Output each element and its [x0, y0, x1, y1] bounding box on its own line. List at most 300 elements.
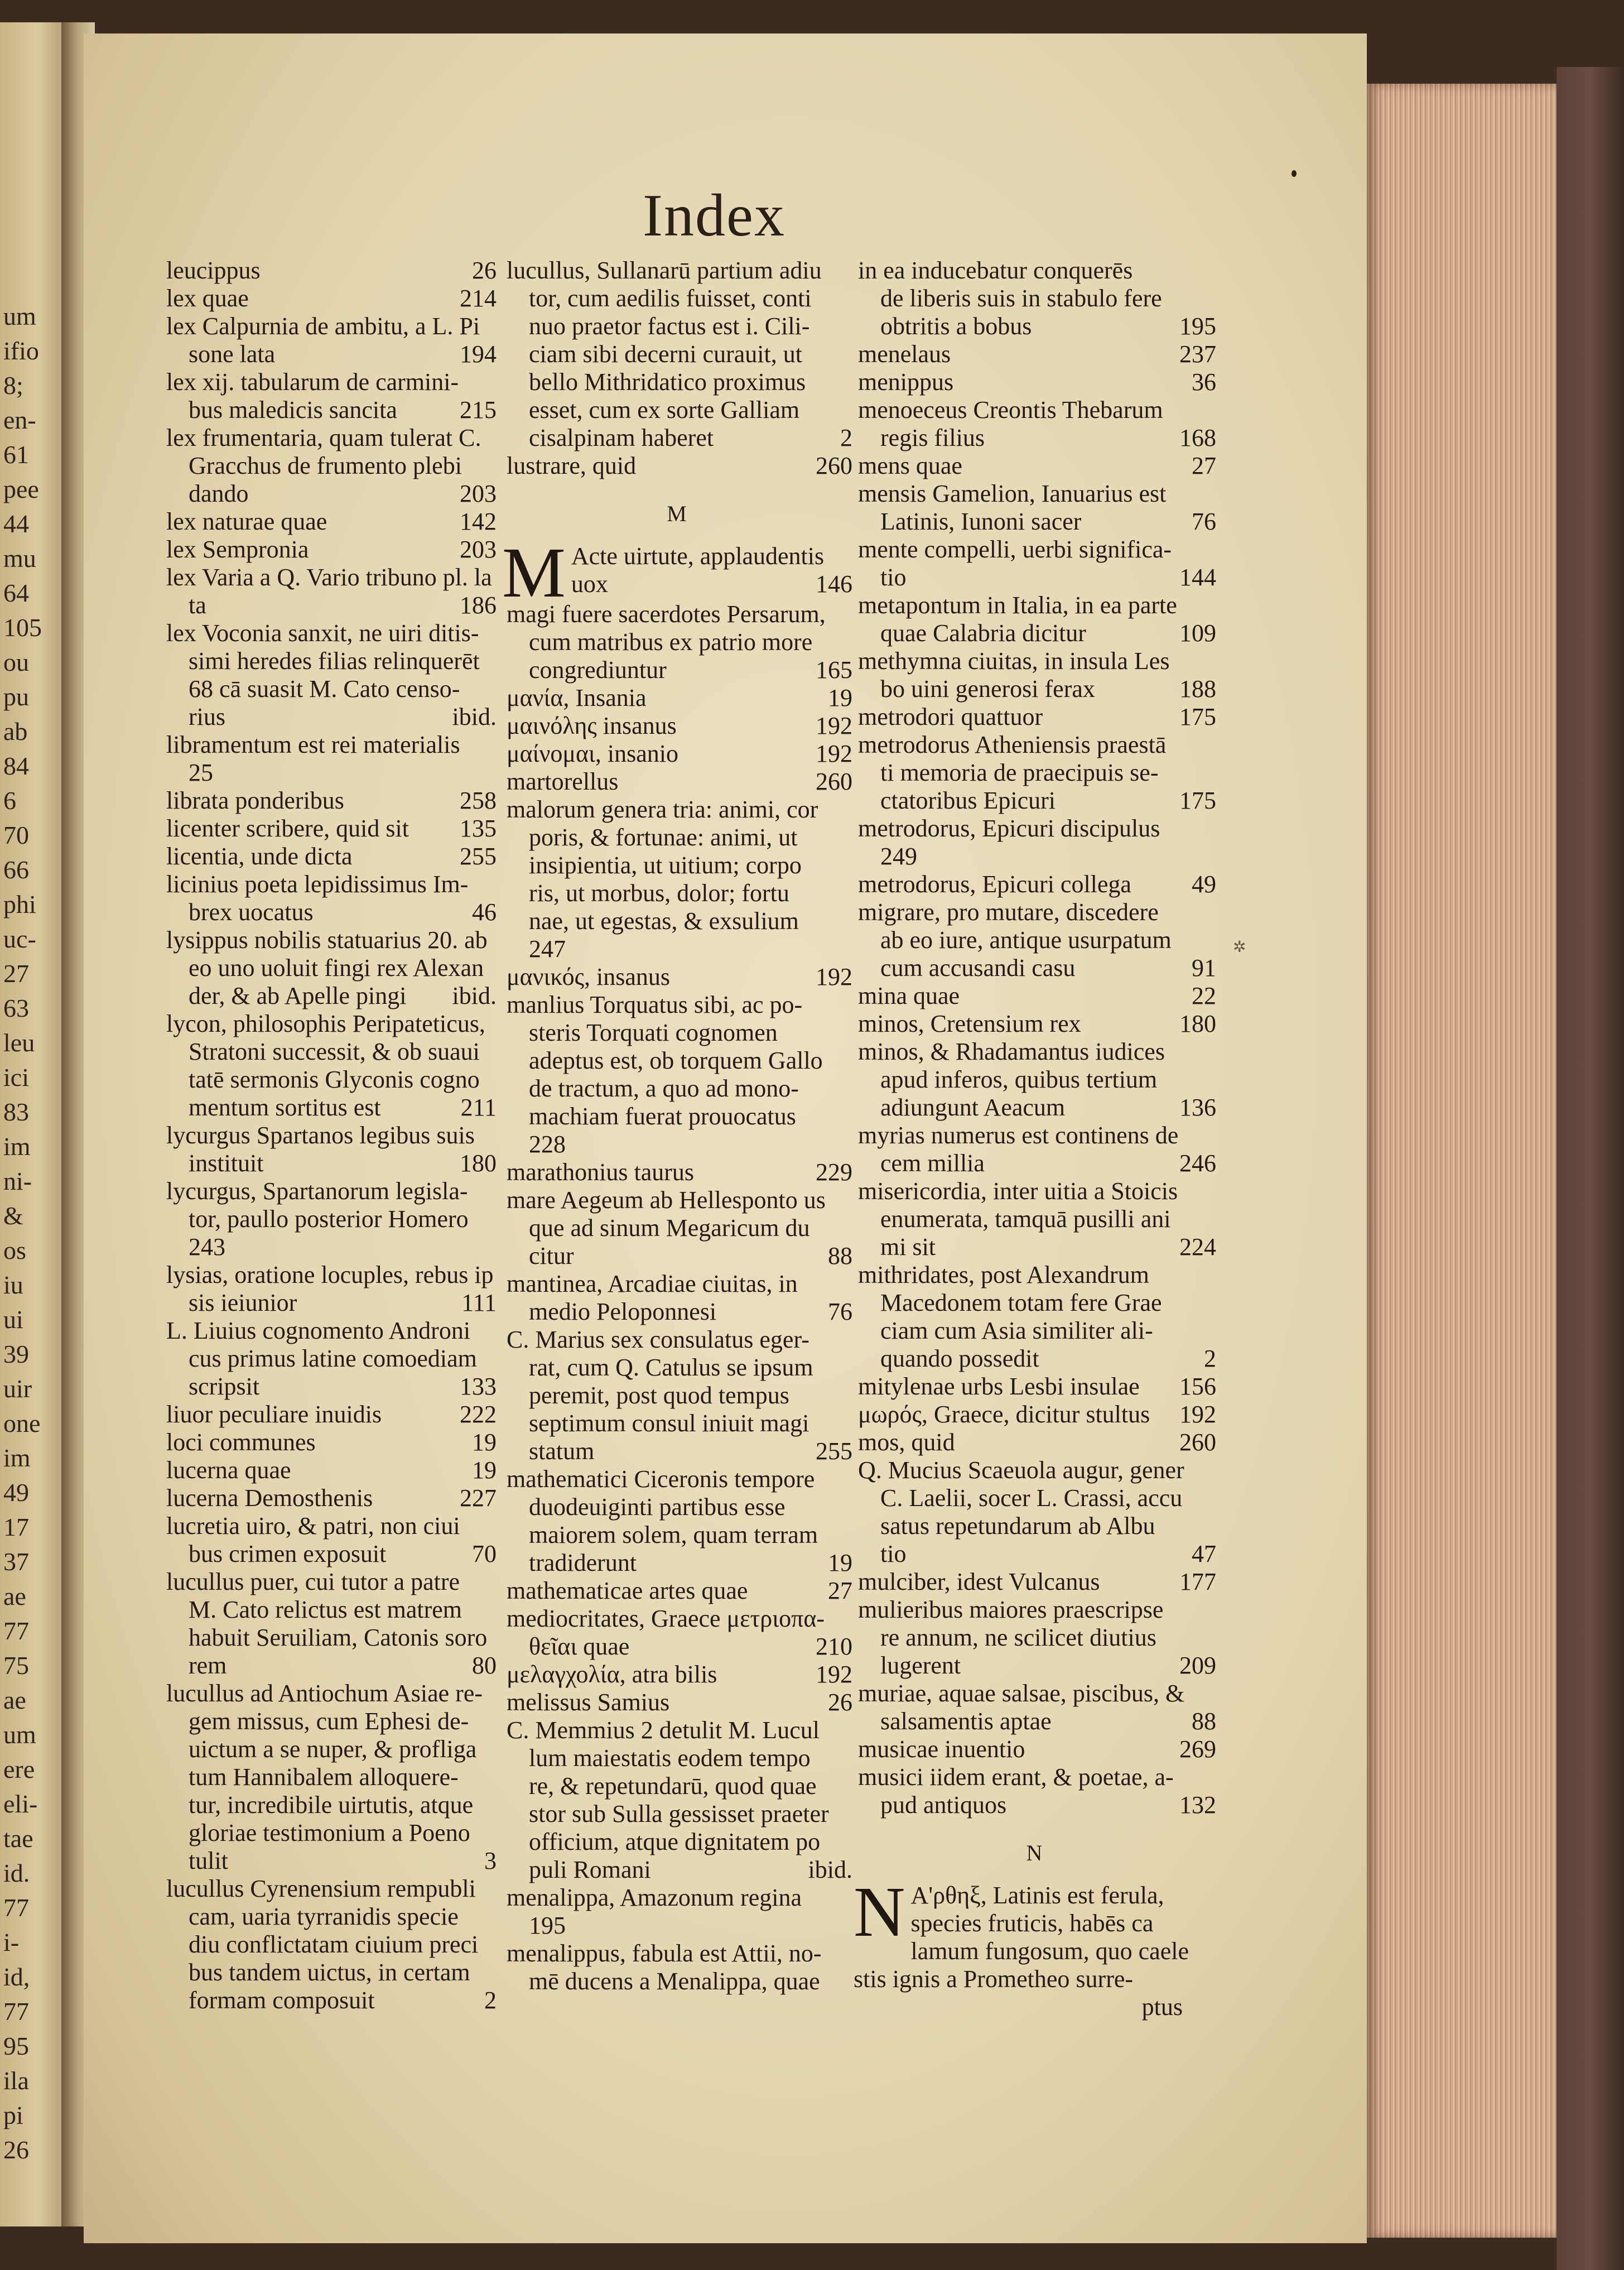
entry-continuation	[166, 1819, 497, 1847]
entry-page-ref: 194	[460, 340, 497, 368]
entry-continuation	[166, 1652, 497, 1680]
entry-continuation-text: ta	[189, 591, 206, 619]
index-entry	[502, 740, 852, 768]
entry-continuation	[507, 628, 852, 656]
entry-continuation	[166, 340, 497, 368]
left-page-fragment: leu	[3, 1028, 35, 1057]
index-entry	[162, 1512, 497, 1568]
entry-continuation-text: instituit	[189, 1150, 264, 1177]
entry-continuation-text: congrediuntur	[529, 656, 667, 684]
entry-page-ref: 260	[816, 768, 852, 795]
entry-continuation	[166, 898, 497, 926]
entry-continuation-text: Gracchus de frumento plebi	[189, 452, 462, 479]
entry-continuation-text: re annum, ne scilicet diutius	[880, 1624, 1156, 1651]
left-page-fragment: 63	[3, 994, 29, 1022]
entry-continuation-text: rat, cum Q. Catulus se ipsum	[529, 1354, 813, 1381]
entry-continuation	[166, 1205, 497, 1233]
left-page-fragment: pee	[3, 475, 39, 503]
entry-term: muriae, aquae salsae, piscibus, &	[858, 1680, 1185, 1707]
left-page-fragment: 61	[3, 440, 29, 469]
left-page-fragment: ni-	[3, 1167, 32, 1195]
entry-continuation-text: mi sit	[880, 1233, 936, 1261]
entry-continuation-text: de liberis suis in stabulo fere	[880, 285, 1162, 312]
n-lead-line-1: Α'ρθηξ, Latinis est ferula,	[910, 1882, 1164, 1909]
index-entry	[854, 1038, 1216, 1122]
index-entry	[162, 1875, 497, 2014]
index-entry	[502, 684, 852, 712]
entry-term: lysippus nobilis statuarius 20. ab	[166, 926, 488, 954]
left-page-fragment: um	[3, 1720, 36, 1749]
entry-continuation-text: ctatoribus Epicuri	[880, 787, 1056, 814]
entry-term: lucullus, Sullanarū partium adiu	[507, 257, 822, 284]
entry-page-ref: 19	[472, 1429, 497, 1456]
entry-continuation	[507, 1382, 852, 1410]
entry-term: lex naturae quae	[166, 508, 327, 535]
left-page-fragment: 26	[3, 2136, 29, 2164]
entry-continuation	[166, 703, 497, 731]
entry-continuation	[507, 1047, 852, 1075]
entry-continuation	[166, 1987, 497, 2014]
page-edges	[1367, 84, 1556, 2238]
column-3-m-entries	[854, 257, 1216, 1819]
entry-page-ref: 195	[1179, 312, 1216, 340]
entry-term: lysias, oratione locuples, rebus ip	[166, 1261, 494, 1288]
left-page-fragment: pu	[3, 682, 29, 711]
entry-page-ref: 192	[816, 963, 852, 990]
entry-continuation	[166, 452, 497, 480]
entry-term: methymna ciuitas, in insula Les	[858, 647, 1170, 675]
running-head: Index	[643, 182, 786, 249]
entry-page-ref: 177	[1179, 1568, 1216, 1595]
entry-term: lex Sempronia	[166, 536, 309, 563]
entry-term: mantinea, Arcadiae ciuitas, in	[507, 1270, 798, 1297]
entry-continuation-text: 243	[189, 1233, 225, 1261]
entry-page-ref: 165	[816, 656, 852, 684]
index-entry	[162, 871, 497, 926]
entry-continuation-text: medio Peloponnesi	[529, 1298, 717, 1325]
entry-continuation-text: cum matribus ex patrio more	[529, 628, 813, 656]
entry-term: misericordia, inter uitia a Stoicis	[858, 1177, 1178, 1205]
entry-continuation	[858, 508, 1216, 536]
entry-page-ref: 47	[1192, 1540, 1216, 1567]
left-page-fragment: id,	[3, 1963, 30, 1991]
entry-page-ref: 3	[484, 1847, 497, 1874]
entry-page-ref: ibid.	[452, 703, 497, 730]
index-entry	[502, 1465, 852, 1577]
entry-page-ref: 209	[1179, 1652, 1216, 1679]
entry-page-ref: 109	[1179, 619, 1216, 647]
entry-continuation-text: machiam fuerat prouocatus	[529, 1103, 796, 1130]
entry-continuation	[507, 656, 852, 684]
entry-page-ref: 192	[816, 1661, 852, 1688]
left-page-fragment: 39	[3, 1340, 29, 1368]
entry-page-ref: 203	[460, 536, 497, 563]
index-entry	[854, 731, 1216, 815]
index-entry	[502, 452, 852, 480]
entry-continuation-text: nae, ut egestas, & exsulium	[529, 907, 799, 935]
left-page-fragment: 95	[3, 2032, 29, 2060]
entry-term: menippus	[858, 368, 954, 396]
entry-continuation-text: tor, cum aedilis fuisset, conti	[529, 285, 812, 312]
entry-term: lucretia uiro, & patri, non ciui	[166, 1512, 460, 1540]
entry-term: malorum genera tria: animi, cor	[507, 796, 818, 823]
left-page-fragment: uir	[3, 1374, 32, 1403]
index-entry	[854, 257, 1216, 340]
entry-continuation	[507, 1744, 852, 1772]
entry-continuation	[858, 926, 1216, 954]
entry-continuation-text: rius	[189, 703, 225, 730]
entry-term: mathematici Ciceronis tempore	[507, 1465, 815, 1493]
entry-page-ref: 91	[1192, 954, 1216, 982]
index-entry	[854, 1568, 1216, 1596]
left-page-fragment: 37	[3, 1547, 29, 1576]
index-entry	[854, 1010, 1216, 1038]
entry-continuation-text: tulit	[189, 1847, 228, 1874]
entry-continuation-text: duodeuiginti partibus esse	[529, 1493, 786, 1521]
entry-continuation	[166, 759, 497, 787]
index-entry	[854, 1261, 1216, 1373]
entry-continuation	[507, 1549, 852, 1577]
index-entry	[502, 1716, 852, 1884]
index-entry	[162, 1177, 497, 1261]
entry-continuation	[166, 1233, 497, 1261]
entry-continuation-text: regis filius	[880, 424, 985, 451]
entry-continuation	[858, 1289, 1216, 1317]
entry-page-ref: 88	[828, 1242, 852, 1269]
entry-term: lucerna Demosthenis	[166, 1484, 373, 1512]
left-page-fragment: uc-	[3, 925, 36, 953]
entry-continuation-text: bus tandem uictus, in certam	[189, 1959, 470, 1986]
entry-continuation	[858, 619, 1216, 647]
entry-page-ref: 46	[472, 898, 497, 926]
entry-continuation	[507, 852, 852, 879]
entry-page-ref: 192	[816, 740, 852, 767]
n-lead-line-3: lamum fungosum, quo caele	[910, 1937, 1189, 1965]
entry-continuation	[858, 1652, 1216, 1680]
entry-continuation-text: cem millia	[880, 1150, 985, 1177]
entry-continuation	[166, 647, 497, 675]
index-entry	[854, 1122, 1216, 1177]
entry-continuation-text: insipientia, ut uitium; corpo	[529, 852, 802, 879]
entry-continuation	[507, 1437, 852, 1465]
entry-page-ref: 2	[840, 424, 852, 451]
entry-continuation-text: formam composuit	[189, 1987, 375, 2014]
left-page-fragment: mu	[3, 544, 36, 573]
entry-page-ref: 136	[1179, 1094, 1216, 1121]
entry-continuation	[166, 1708, 497, 1735]
entry-page-ref: 258	[460, 787, 497, 814]
entry-page-ref: 203	[460, 480, 497, 507]
entry-term: mulieribus maiores praescripse	[858, 1596, 1164, 1623]
entry-continuation-text: septimum consul iniuit magi	[529, 1410, 809, 1437]
entry-page-ref: 2	[484, 1987, 497, 2014]
entry-term: librata ponderibus	[166, 787, 344, 814]
index-entry	[854, 1763, 1216, 1819]
index-column-1	[162, 257, 497, 2014]
entry-continuation	[507, 1075, 852, 1103]
entry-continuation	[858, 424, 1216, 452]
entry-continuation	[507, 1828, 852, 1856]
entry-continuation-text: tum Hannibalem alloquere-	[189, 1763, 459, 1791]
entry-page-ref: 76	[828, 1298, 852, 1325]
entry-continuation	[507, 312, 852, 340]
index-entry	[854, 982, 1216, 1010]
index-column-2	[502, 257, 852, 1995]
left-page-fragment: os	[3, 1236, 26, 1264]
entry-page-ref: 88	[1192, 1708, 1216, 1735]
index-entry	[162, 285, 497, 312]
entry-continuation-text: diu conflictatam ciuium preci	[189, 1931, 479, 1958]
entry-continuation-text: ris, ut morbus, dolor; fortu	[529, 879, 789, 907]
index-entry	[502, 257, 852, 452]
left-page-fragment: iu	[3, 1271, 23, 1299]
entry-page-ref: 229	[816, 1158, 852, 1186]
entry-page-ref: 260	[1179, 1429, 1216, 1456]
index-entry	[502, 600, 852, 684]
entry-term: lucerna quae	[166, 1456, 291, 1484]
index-entry	[162, 368, 497, 424]
index-entry	[854, 1177, 1216, 1261]
entry-continuation-text: enumerata, tamquā pusilli ani	[880, 1205, 1171, 1233]
entry-term: μαινόλης insanus	[507, 712, 677, 739]
entry-continuation-text: habuit Seruiliam, Catonis soro	[189, 1624, 488, 1651]
entry-continuation-text: ab eo iure, antique usurpatum	[880, 926, 1172, 954]
entry-term: menelaus	[858, 340, 951, 368]
entry-continuation	[507, 1633, 852, 1661]
entry-continuation-text: esset, cum ex sorte Galliam	[529, 396, 800, 424]
left-page-fragment: im	[3, 1444, 31, 1472]
entry-continuation-text: cum accusandi casu	[880, 954, 1076, 982]
index-entry	[854, 1373, 1216, 1401]
entry-continuation-text: ti memoria de praecipuis se-	[880, 759, 1159, 786]
entry-page-ref: 215	[460, 396, 497, 424]
index-entry	[502, 1186, 852, 1270]
entry-continuation-text: simi heredes filias relinquerēt	[189, 647, 480, 675]
entry-continuation-text: pud antiquos	[880, 1791, 1007, 1819]
entry-page-ref: 214	[460, 285, 497, 312]
entry-term: lustrare, quid	[507, 452, 637, 479]
index-column-3	[854, 257, 1216, 2021]
entry-term: marathonius taurus	[507, 1158, 695, 1186]
index-entry	[854, 1429, 1216, 1456]
index-entry	[162, 257, 497, 285]
entry-term: menalippus, fabula est Attii, no-	[507, 1940, 822, 1967]
n-lead-line-5: ptus	[1141, 1993, 1183, 2021]
entry-page-ref: 144	[1179, 564, 1216, 591]
column-2-top-entries	[502, 257, 852, 480]
entry-page-ref: 192	[816, 712, 852, 739]
index-entry	[162, 312, 497, 368]
entry-continuation	[858, 1205, 1216, 1233]
drop-cap-m: M	[502, 533, 566, 612]
entry-page-ref: 76	[1192, 508, 1216, 535]
entry-continuation	[507, 1800, 852, 1828]
entry-page-ref: 26	[828, 1689, 852, 1716]
index-entry	[162, 843, 497, 871]
left-page-fragment: 66	[3, 855, 29, 884]
index-entry	[854, 480, 1216, 536]
entry-term: lex Voconia sanxit, ne uiri ditis-	[166, 619, 479, 647]
entry-continuation	[858, 1233, 1216, 1261]
entry-continuation	[166, 1596, 497, 1624]
left-page-fragment: i-	[3, 1928, 20, 1956]
entry-term: menoeceus Creontis Thebarum	[858, 396, 1163, 424]
left-page-fragment: ou	[3, 648, 29, 676]
index-entry	[502, 1605, 852, 1661]
m-lead-line-1: Acte uirtute, applaudentis	[571, 542, 825, 570]
entry-continuation-text: uictum a se nuper, & profliga	[189, 1735, 477, 1763]
entry-continuation-text: quae Calabria dicitur	[880, 619, 1086, 647]
entry-continuation	[166, 1959, 497, 1987]
entry-continuation-text: nuo praetor factus est i. Cili-	[529, 312, 810, 340]
entry-continuation	[507, 340, 852, 368]
entry-continuation-text: citur	[529, 1242, 574, 1269]
section-letter-n: N	[1026, 1840, 1044, 1865]
left-page-fragment: 105	[3, 613, 42, 642]
entry-page-ref: 133	[460, 1373, 497, 1400]
entry-continuation	[507, 935, 852, 963]
entry-term: licentia, unde dicta	[166, 843, 353, 870]
entry-continuation-text: lum maiestatis eodem tempo	[529, 1744, 811, 1772]
entry-term: mitylenae urbs Lesbi insulae	[858, 1373, 1140, 1400]
entry-term: lucullus Cyrenensium rempubli	[166, 1875, 476, 1902]
m-lead-line-2-text: uox	[571, 570, 608, 598]
entry-page-ref: 192	[1179, 1401, 1216, 1428]
index-entry	[162, 1401, 497, 1429]
index-entry	[162, 815, 497, 843]
entry-continuation	[507, 1912, 852, 1940]
entry-page-ref: 80	[472, 1652, 497, 1679]
entry-continuation-text: re, & repetundarū, quod quae	[529, 1772, 817, 1800]
entry-term: martorellus	[507, 768, 619, 795]
entry-term: musici iidem erant, & poetae, a-	[858, 1763, 1174, 1791]
entry-page-ref: 168	[1179, 424, 1216, 451]
column-2-m-entries	[502, 600, 852, 1995]
entry-continuation-text: rem	[189, 1652, 227, 1679]
entry-continuation	[166, 480, 497, 508]
entry-term: μαίνομαι, insanio	[507, 740, 678, 767]
left-page-fragment: im	[3, 1132, 31, 1161]
entry-continuation	[166, 1373, 497, 1401]
entry-page-ref: 211	[460, 1094, 497, 1121]
entry-page-ref: 175	[1179, 787, 1216, 814]
index-entry	[162, 619, 497, 731]
entry-continuation	[166, 1345, 497, 1373]
entry-term: manlius Torquatus sibi, ac po-	[507, 991, 803, 1018]
entry-page-ref: 36	[1192, 368, 1216, 396]
entry-term: lycon, philosophis Peripateticus,	[166, 1010, 485, 1037]
entry-continuation-text: apud inferos, quibus tertium	[880, 1066, 1158, 1093]
entry-continuation-text: peremit, post quod tempus	[529, 1382, 789, 1409]
entry-term: metrodori quattuor	[858, 703, 1043, 730]
entry-continuation-text: 25	[189, 759, 213, 786]
entry-term: migrare, pro mutare, discedere	[858, 898, 1159, 926]
entry-continuation	[166, 954, 497, 982]
entry-page-ref: 156	[1179, 1373, 1216, 1400]
left-page-fragment: one	[3, 1409, 41, 1437]
entry-term: myrias numerus est continens de	[858, 1122, 1179, 1149]
entry-page-ref: 70	[472, 1540, 497, 1567]
entry-continuation	[858, 954, 1216, 982]
entry-term: licenter scribere, quid sit	[166, 815, 409, 842]
index-entry	[162, 1261, 497, 1317]
index-entry	[162, 1680, 497, 1875]
index-entry	[854, 898, 1216, 982]
entry-continuation	[858, 1066, 1216, 1094]
m-lead-entry	[502, 533, 852, 612]
index-page	[84, 33, 1367, 2243]
entry-continuation	[858, 1317, 1216, 1345]
entry-page-ref: 27	[828, 1577, 852, 1604]
entry-continuation	[166, 1038, 497, 1066]
index-entry	[162, 424, 497, 508]
index-entry	[502, 1270, 852, 1326]
index-entry	[162, 1317, 497, 1401]
entry-page-ref: 246	[1179, 1150, 1216, 1177]
entry-page-ref: 188	[1179, 675, 1216, 703]
entry-continuation	[166, 1763, 497, 1791]
entry-term: musicae inuentio	[858, 1735, 1025, 1763]
entry-continuation	[507, 396, 852, 424]
index-entry	[162, 1568, 497, 1680]
entry-continuation-text: 68 cā suasit M. Cato censo-	[189, 675, 460, 703]
entry-page-ref: 186	[460, 591, 497, 619]
index-entry	[854, 368, 1216, 396]
n-lead-line-4: stis ignis a Prometheo surre-	[854, 1965, 1134, 1993]
entry-continuation	[166, 1066, 497, 1094]
entry-page-ref: 19	[472, 1456, 497, 1484]
index-entry	[162, 1484, 497, 1512]
entry-term: L. Liuius cognomento Androni	[166, 1317, 471, 1344]
index-entry	[854, 1735, 1216, 1763]
entry-continuation	[507, 285, 852, 312]
left-page-fragment: um	[3, 302, 36, 330]
entry-term: mathematicae artes quae	[507, 1577, 748, 1604]
entry-continuation	[507, 368, 852, 396]
entry-continuation-text: Stratoni successit, & ob suaui	[189, 1038, 480, 1065]
entry-page-ref: 227	[460, 1484, 497, 1512]
index-entry	[162, 508, 497, 536]
entry-page-ref: 255	[460, 843, 497, 870]
entry-continuation	[858, 1708, 1216, 1735]
entry-page-ref: 27	[1192, 452, 1216, 479]
entry-page-ref: 22	[1192, 982, 1216, 1009]
section-letter-m: M	[667, 501, 688, 526]
index-entry	[502, 1940, 852, 1995]
entry-continuation-text: der, & ab Apelle pingi	[189, 982, 407, 1009]
entry-continuation-text: tatē sermonis Glyconis cogno	[189, 1066, 480, 1093]
entry-term: minos, Cretensium rex	[858, 1010, 1081, 1037]
entry-continuation-text: bello Mithridatico proximus	[529, 368, 806, 396]
left-page-fragment: ici	[3, 1063, 29, 1091]
entry-continuation	[507, 824, 852, 852]
index-entry	[502, 963, 852, 991]
entry-page-ref: 19	[828, 684, 852, 711]
entry-continuation	[166, 396, 497, 424]
entry-continuation-text: adeptus est, ob torquem Gallo	[529, 1047, 823, 1074]
entry-continuation	[166, 982, 497, 1010]
entry-continuation-text: satus repetundarum ab Albu	[880, 1512, 1155, 1540]
left-page-fragment: 77	[3, 1893, 29, 1922]
index-entry	[854, 1596, 1216, 1680]
entry-continuation	[507, 907, 852, 935]
left-page-fragment: ila	[3, 2066, 29, 2095]
entry-page-ref: 180	[1179, 1010, 1216, 1037]
entry-continuation	[858, 1512, 1216, 1540]
entry-term: mina quae	[858, 982, 960, 1009]
left-page-fragment: 49	[3, 1478, 29, 1507]
entry-continuation	[507, 1856, 852, 1884]
